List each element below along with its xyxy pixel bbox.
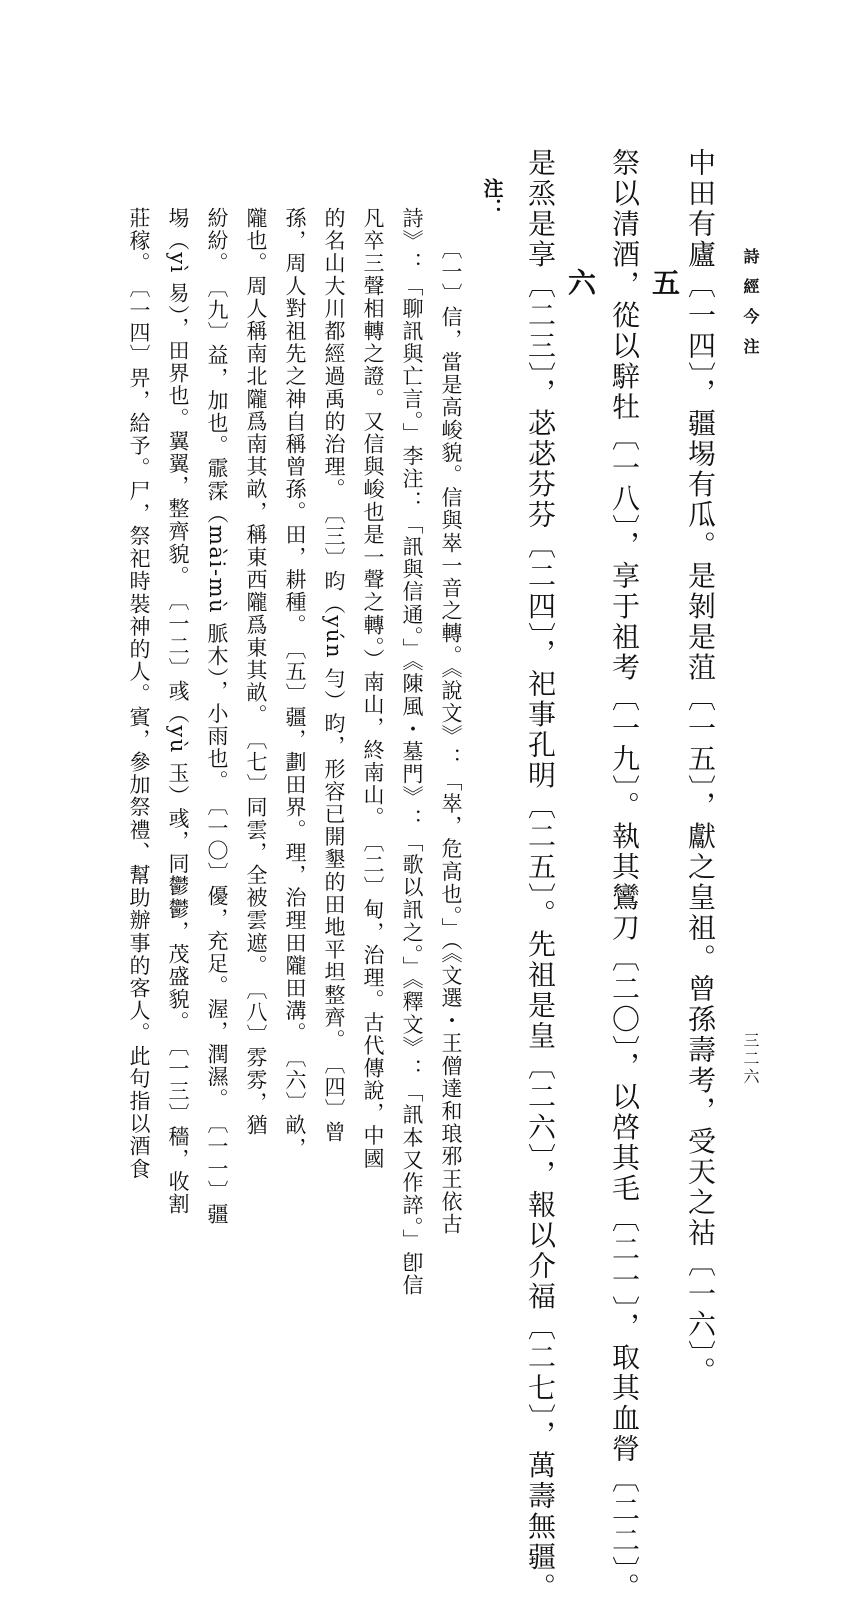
poem-line: 祭以清酒，從以騂牡〔一八〕，享于祖考〔一九〕。執其鸞刀〔二〇〕，以啓其毛〔二一〕，取其血膋〔二二〕。 xyxy=(608,148,641,1603)
note-line: 隴也。周人稱南北隴爲南其畝，稱東西隴爲東其畝。 〔七〕同雲，全被雲遮。 〔八〕雰雰，猶 xyxy=(244,207,268,1137)
stanza-heading: 六 xyxy=(564,268,597,296)
stanza-heading: 五 xyxy=(648,268,681,296)
poem-line: 中田有廬〔一四〕，疆埸有瓜。是剝是菹〔一五〕，獻之皇祖。曾孫壽考，受天之祜〔一六〕。 xyxy=(684,148,717,1387)
note-line: 凡卒三聲相轉之證。又信與峻也是一聲之轉。）南山，終南山。 〔二〕甸，治理。古代傳說，中國 xyxy=(361,207,385,1170)
running-header-title: 詩經今注 xyxy=(741,248,760,368)
page-number: 三二六 xyxy=(741,1032,760,1086)
note-line: 〔一〕信，當是高峻貌。信與崒一音之轉。《說文》：「崒，危高也。」（《文選・王僧達和琅邪王依古 xyxy=(439,238,463,1236)
note-line: 詩》：「聊訊與亡言。」李注：「訊與信通。」《陳風・墓門》：「歌以訊之。」《釋文》：「訊本又作誶。」卽信 xyxy=(400,207,424,1297)
note-line: 孫，周人對祖先之神自稱曾孫。田，耕種。 〔五〕疆，劃田界。理，治理田隴田溝。 〔六〕畝， xyxy=(283,207,307,1160)
note-line: 紛紛。 〔九〕益，加也。霢霂（mài-mù 脈木），小雨也。 〔一〇〕優，充足。渥，潤濕。 〔一一〕疆 xyxy=(205,207,229,1226)
note-line: 莊稼。 〔一四〕畀，給予。尸，祭祀時裝神的人。賓，參加祭禮、幫助辦事的客人。此句指以酒食 xyxy=(127,207,151,1181)
note-line: 埸（yì 易），田界也。翼翼，整齊貌。 〔一二〕彧（yù 玉）彧，同鬱鬱，茂盛貌。 〔一三〕穡，收割 xyxy=(166,207,190,1216)
poem-line: 是烝是享〔二三〕，苾苾芬芬〔二四〕，祀事孔明〔二五〕。先祖是皇〔二六〕，報以介福〔二七〕，萬壽無疆。 xyxy=(524,148,557,1603)
notes-heading: 注： xyxy=(480,178,504,218)
note-line: 的名山大川都經過禹的治理。 〔三〕昀（yún 勻）昀，形容已開墾的田地平坦整齊。 〔四〕曾 xyxy=(322,207,346,1144)
